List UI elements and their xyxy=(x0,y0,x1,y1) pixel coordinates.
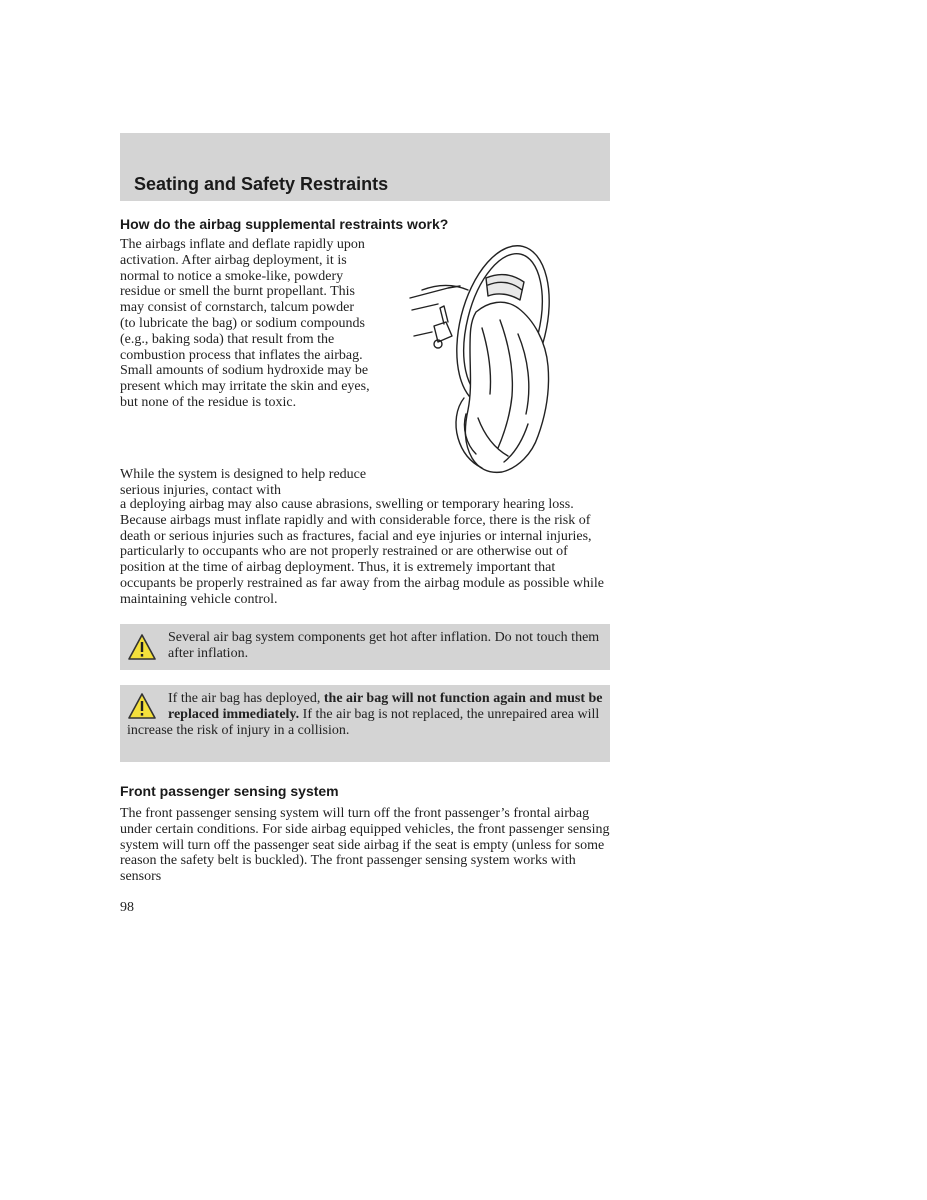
warning2-text-after: If the air bag is not replaced, the unrepaired area will increase the risk of injury in a collision. xyxy=(127,706,600,738)
warning1-text: Several air bag system components get hot after inflation. Do not touch them after inflation. xyxy=(168,630,600,661)
section-heading-passenger-sensing: Front passenger sensing system xyxy=(120,783,339,799)
page-number: 98 xyxy=(120,900,134,915)
deployed-airbag-illustration xyxy=(408,238,563,478)
header-band xyxy=(120,133,610,201)
warning-box-hot-components xyxy=(120,624,610,670)
section-heading-airbag-function: How do the airbag supplemental restraints work? xyxy=(120,216,449,232)
page-title: Seating and Safety Restraints xyxy=(134,174,389,194)
passenger-sensing-paragraph: The front passenger sensing system will turn off the front passenger’s frontal airbag under certain conditions. For side airbag equipped vehicles, the front passenger sensing system will turn off the passenger seat side airbag if the seat is empty (unless for some reason the safety belt is buckled). The front passenger sensing system works with sensors xyxy=(120,806,610,885)
injury-risk-paragraph: a deploying airbag may also cause abrasions, swelling or temporary hearing loss. Because airbags must inflate rapidly and with considerable force, there is the risk of death or serious injuries such as fractures, facial and eye injuries or internal injuries, particularly to occupants who are not properly restrained or are otherwise out of position at the time of airbag deployment. Thus, it is extremely important that occupants be properly restrained as far away from the airbag module as possible while maintaining vehicle control. xyxy=(120,497,604,607)
airbag-residue-paragraph: The airbags inflate and deflate rapidly upon activation. After airbag deployment, it is normal to notice a smoke-like, powdery residue or smell the burnt propellant. This may consist of cornstarch, talcum powder (to lubricate the bag) or sodium compounds (e.g., baking soda) that result from the combustion process that inflates the airbag. Small amounts of sodium hydroxide may be present which may irritate the skin and eyes, but none of the residue is toxic. xyxy=(120,237,370,410)
warning2-text-before: If the air bag has deployed, xyxy=(168,691,324,706)
warning-box-replace-airbag xyxy=(120,685,610,762)
warning-text-hot-components xyxy=(127,630,603,662)
warning-text-replace-airbag xyxy=(127,691,603,738)
warning2-text-bold: the air bag will not function again and must be replaced immediately. xyxy=(168,691,603,722)
injury-risk-paragraph-start: While the system is designed to help reduce serious injuries, contact with xyxy=(120,467,367,498)
